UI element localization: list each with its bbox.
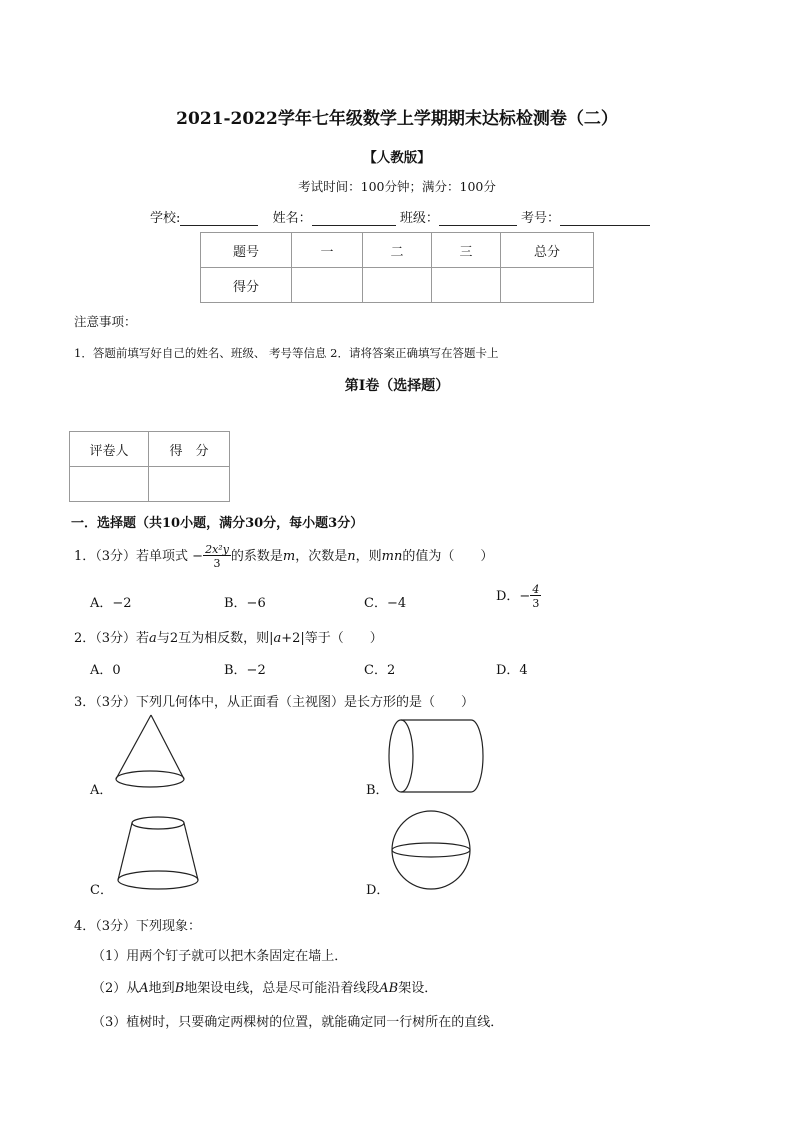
question-2 — [74, 627, 383, 646]
section-title: 一．选择题（共10小题，满分30分，每小题3分） — [71, 516, 364, 531]
class-label: 班级： — [399, 211, 439, 226]
item-text: 地架设电线，总是尽可能沿着线段 — [184, 981, 380, 996]
question-1-text: ，次数是 — [295, 549, 348, 564]
option-a[interactable]: A． — [90, 783, 113, 798]
notes-text: 1．答题前填写好自己的姓名、班级、 考号等信息 2．请将答案正确填写在答题卡上 — [74, 346, 499, 360]
option-c[interactable]: C．2 — [364, 663, 396, 678]
score-row-label: 得分 — [201, 268, 292, 303]
part-title: 第I卷（选择题） — [344, 378, 450, 394]
name-label: 姓名： — [272, 211, 312, 226]
option-a[interactable]: A．0 — [90, 663, 121, 678]
variable-ab: AB — [379, 981, 399, 996]
score-table-score-row — [201, 268, 594, 303]
fraction — [530, 584, 541, 609]
score-table-header-row — [201, 233, 594, 268]
question-1-prefix: 1．（3分）若单项式 − — [74, 549, 204, 564]
student-info-line — [150, 207, 650, 226]
option-d[interactable]: D． — [366, 883, 390, 898]
variable-a: A — [139, 981, 149, 996]
question-3: 3．（3分）下列几何体中，从正面看（主视图）是长方形的是（ ） — [74, 695, 475, 710]
fraction-denominator: 3 — [532, 597, 540, 610]
variable-a: a — [149, 631, 157, 646]
option-b[interactable]: B． — [366, 783, 389, 798]
score-header-cell: 一 — [292, 233, 363, 268]
cylinder-figure — [386, 718, 490, 798]
cone-figure — [110, 712, 210, 794]
fraction-numerator: 2x²y — [205, 543, 229, 556]
grader-table — [69, 431, 230, 502]
option-b[interactable]: B．−2 — [224, 663, 266, 678]
score-cell[interactable] — [292, 268, 363, 303]
question-1-text: 的系数是 — [230, 549, 283, 564]
exam-info: 考试时间：100分钟；满分：100分 — [298, 179, 496, 194]
score-table — [200, 232, 594, 303]
notes-heading: 注意事项： — [74, 314, 137, 329]
variable-a: a — [273, 631, 282, 646]
variable-b: B — [174, 981, 185, 996]
question-2-text: +2|等于（ ） — [281, 631, 383, 646]
option-d[interactable] — [496, 584, 541, 609]
grader-cell[interactable] — [70, 467, 149, 502]
number-label: 考号： — [520, 211, 560, 226]
option-d-label: D．− — [496, 589, 531, 604]
grader-header-row — [70, 432, 230, 467]
variable-mn: mn — [381, 549, 403, 564]
item-text: （2）从 — [92, 981, 140, 996]
question-1-text: 的值为（ ） — [402, 549, 494, 564]
score-cell[interactable] — [149, 467, 230, 502]
score-cell[interactable] — [432, 268, 501, 303]
option-d[interactable]: D．4 — [496, 663, 528, 678]
option-c[interactable]: C． — [90, 883, 113, 898]
option-b[interactable]: B．−6 — [224, 596, 266, 611]
option-a[interactable]: A．−2 — [90, 596, 132, 611]
question-2-text: 与2互为相反数，则| — [156, 631, 274, 646]
item-text: 架设． — [398, 981, 438, 996]
option-c[interactable]: C．−4 — [364, 596, 407, 611]
score-header-cell: 三 — [432, 233, 501, 268]
school-field[interactable] — [180, 211, 258, 226]
question-2-text: 2．（3分）若 — [74, 631, 150, 646]
question-4-item-3: （3）植树时，只要确定两棵树的位置，就能确定同一行树所在的直线． — [92, 1015, 504, 1030]
frustum-figure — [112, 815, 212, 897]
school-label: 学校: — [150, 211, 181, 226]
sphere-figure — [390, 809, 474, 893]
grader-label: 评卷人 — [70, 432, 149, 467]
name-field[interactable] — [312, 211, 396, 226]
question-1 — [74, 544, 493, 569]
score-header-cell: 题号 — [201, 233, 292, 268]
question-1-text: ，则 — [355, 549, 382, 564]
variable-m: m — [282, 549, 296, 564]
variable-n: n — [347, 549, 356, 564]
edition-label: 【人教版】 — [363, 150, 431, 166]
grader-input-row — [70, 467, 230, 502]
score-cell[interactable] — [501, 268, 594, 303]
score-header-cell: 总分 — [501, 233, 594, 268]
item-text: 地到 — [148, 981, 175, 996]
number-field[interactable] — [560, 211, 650, 226]
score-cell[interactable] — [363, 268, 432, 303]
fraction — [203, 544, 231, 569]
score-label: 得 分 — [149, 432, 230, 467]
question-4-item-2 — [92, 977, 437, 996]
fraction-denominator: 3 — [213, 557, 221, 570]
page-title: 2021-2022学年七年级数学上学期期末达标检测卷（二） — [176, 109, 618, 129]
class-field[interactable] — [439, 211, 517, 226]
question-4: 4．（3分）下列现象： — [74, 919, 202, 934]
score-header-cell: 二 — [363, 233, 432, 268]
fraction-numerator: 4 — [532, 583, 540, 596]
question-4-item-1: （1）用两个钉子就可以把木条固定在墙上． — [92, 949, 348, 964]
